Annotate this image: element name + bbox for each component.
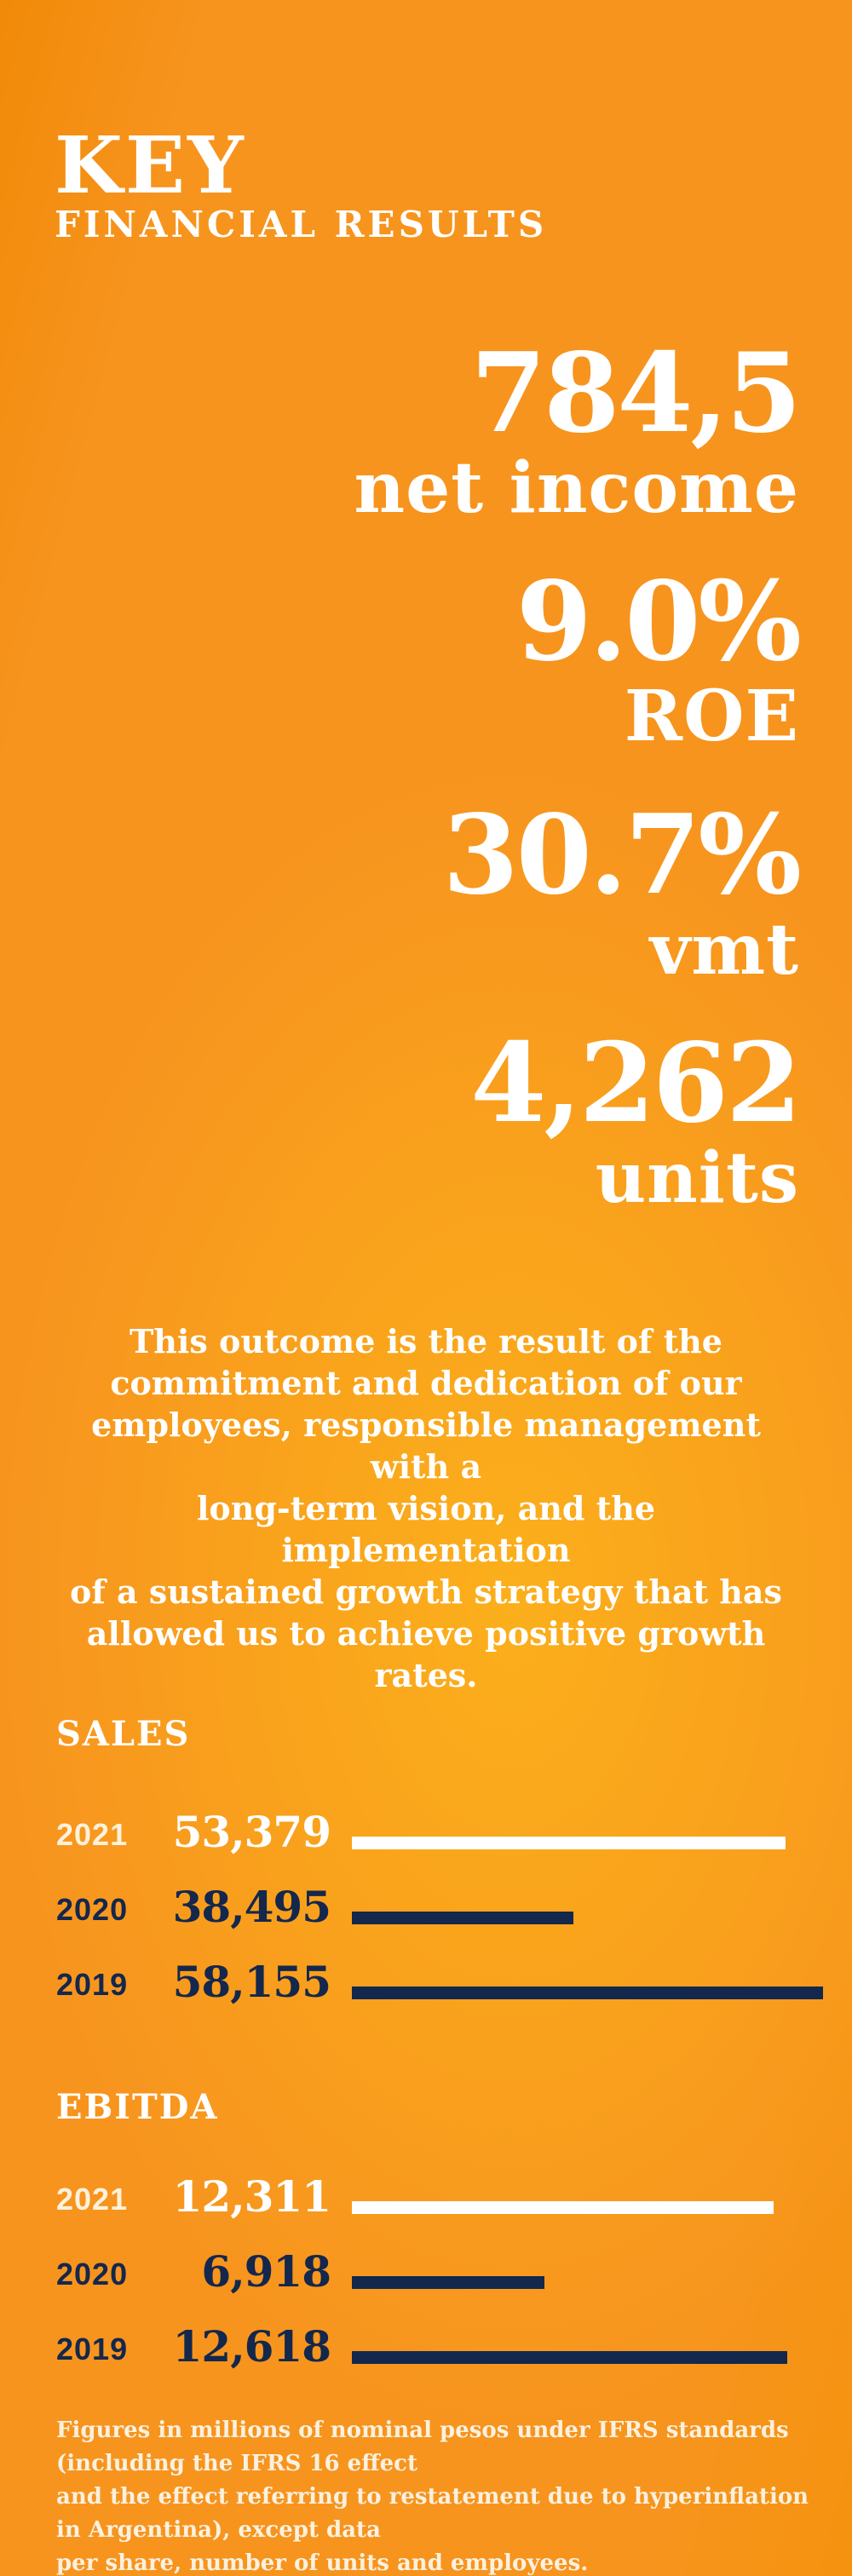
sales-year-2021: 2021 bbox=[56, 1817, 129, 1852]
footnote-line: and the effect referring to restatement due to hyperinflation in Argentina), except data bbox=[56, 2484, 809, 2543]
sales-value-2019: 58,155 bbox=[172, 1957, 331, 2007]
page-title: KEY bbox=[55, 119, 246, 211]
kpi-roe-value: 9.0% bbox=[515, 558, 799, 686]
kpi-units bbox=[470, 1020, 799, 1219]
paragraph-line: commitment and dedication of our bbox=[110, 1364, 742, 1402]
kpi-roe-label: ROE bbox=[624, 676, 799, 757]
sales-chart-title: SALES bbox=[56, 1714, 191, 1754]
sales-year-2019: 2019 bbox=[56, 1967, 129, 2002]
sales-bar-2019 bbox=[352, 1987, 823, 1999]
paragraph-line: employees, responsible management with a bbox=[91, 1406, 761, 1486]
kpi-net-income-label: net income bbox=[354, 447, 799, 529]
ebitda-bar-2021 bbox=[352, 2201, 774, 2214]
page-subtitle: FINANCIAL RESULTS bbox=[55, 204, 548, 245]
ebitda-bar-2020 bbox=[352, 2276, 544, 2289]
sales-value-2020: 38,495 bbox=[172, 1882, 331, 1932]
paragraph-line: allowed us to achieve positive growth rates. bbox=[86, 1614, 766, 1694]
ebitda-year-2019: 2019 bbox=[56, 2332, 129, 2366]
sales-row-2021 bbox=[0, 1807, 852, 1871]
kpi-vmt-value: 30.7% bbox=[442, 791, 799, 919]
kpi-vmt-label: vmt bbox=[649, 909, 799, 991]
kpi-net-income bbox=[354, 330, 799, 529]
summary-paragraph bbox=[60, 1320, 792, 1696]
kpi-units-value: 4,262 bbox=[470, 1020, 799, 1147]
sales-row-2020 bbox=[0, 1882, 852, 1946]
kpi-vmt bbox=[442, 791, 799, 991]
footnote bbox=[56, 2414, 832, 2576]
ebitda-year-2021: 2021 bbox=[56, 2182, 129, 2217]
ebitda-row-2020 bbox=[0, 2246, 852, 2310]
sales-bar-2020 bbox=[352, 1912, 573, 1924]
ebitda-row-2021 bbox=[0, 2171, 852, 2235]
ebitda-chart-title: EBITDA bbox=[56, 2087, 219, 2127]
kpi-net-income-value: 784,5 bbox=[470, 330, 799, 457]
kpi-units-label: units bbox=[595, 1137, 799, 1219]
paragraph-line: of a sustained growth strategy that has bbox=[70, 1573, 782, 1611]
kpi-roe bbox=[515, 558, 799, 757]
ebitda-bar-2019 bbox=[352, 2351, 787, 2364]
sales-bar-2021 bbox=[352, 1837, 786, 1849]
ebitda-value-2019: 12,618 bbox=[172, 2321, 331, 2372]
ebitda-value-2021: 12,311 bbox=[172, 2171, 331, 2222]
paragraph-line: long-term vision, and the implementation bbox=[196, 1489, 656, 1569]
footnote-line: per share, number of units and employees. bbox=[56, 2550, 589, 2576]
ebitda-row-2019 bbox=[0, 2321, 852, 2385]
sales-row-2019 bbox=[0, 1957, 852, 2021]
paragraph-line: This outcome is the result of the bbox=[130, 1322, 722, 1360]
sales-value-2021: 53,379 bbox=[172, 1807, 331, 1857]
ebitda-year-2020: 2020 bbox=[56, 2257, 129, 2291]
footnote-line: Figures in millions of nominal pesos under IFRS standards (including the IFRS 16 effect bbox=[56, 2418, 789, 2476]
sales-year-2020: 2020 bbox=[56, 1892, 129, 1927]
ebitda-value-2020: 6,918 bbox=[201, 2246, 331, 2297]
